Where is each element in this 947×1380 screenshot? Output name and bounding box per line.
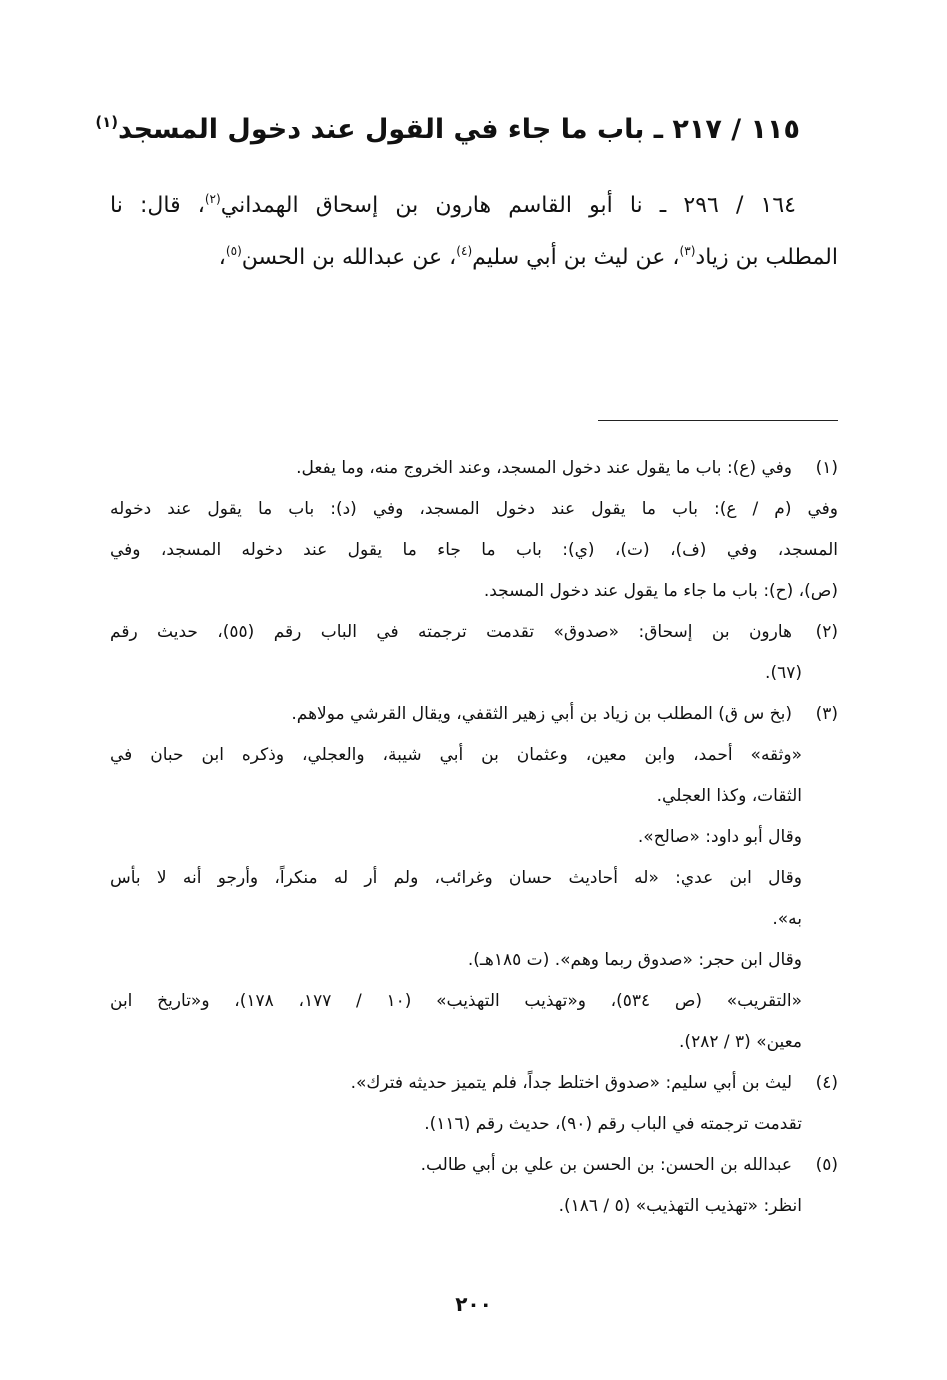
footnote-3-line-3: الثقات، وكذا العجلي. xyxy=(656,786,802,806)
hadith-line-1: ١٦٤ / ٢٩٦ ـ نا أبو القاسم هارون بن إسحاق الهمداني$^{(٢)}$، قال: نا xyxy=(110,191,796,218)
footnote-2-line-2: (٦٧). xyxy=(765,663,802,683)
footnote-3-line-6: به». xyxy=(772,909,802,929)
chapter-title-text: ١١٥ / ٢١٧ ـ باب ما جاء في القول عند دخول المسجد xyxy=(117,114,800,145)
footnote-3-line-8: «التقريب» (ص ٥٣٤)، و«تهذيب التهذيب» (١٠ / ١٧٧، ١٧٨)، و«تاريخ ابن xyxy=(110,991,802,1011)
hadith-text xyxy=(110,180,838,284)
footnote-5-line-2: انظر: «تهذيب التهذيب» (٥ / ١٨٦). xyxy=(558,1196,802,1216)
footnote-4-line-2: تقدمت ترجمته في الباب رقم (٩٠)، حديث رقم (١١٦). xyxy=(424,1114,802,1134)
chapter-title xyxy=(95,108,800,152)
footnote-number: (٥) xyxy=(815,1155,838,1175)
footnote-number: (٣) xyxy=(815,704,838,724)
footnote-ref-5: (٥) xyxy=(225,243,242,258)
footnote-ref-4: (٤) xyxy=(456,243,473,258)
footnote-separator xyxy=(598,420,838,421)
footnote-5-line-1: (٥) عبدالله بن الحسن: بن الحسن بن علي بن أبي طالب. xyxy=(110,1145,838,1186)
footnote-number: (٤) xyxy=(815,1073,838,1093)
footnote-3-line-7: وقال ابن حجر: «صدوق ربما وهم». (ت ١٨٥هـ). xyxy=(467,950,802,970)
footnotes xyxy=(110,448,838,1227)
footnote-1-line-3: المسجد، وفي (ف)، (ت)، (ي): باب ما جاء ما يقول عند دخوله المسجد، وفي xyxy=(110,540,838,560)
page-number: ٢٠٠ xyxy=(455,1292,492,1316)
footnote-1-line-4: (ص)، (ح): باب ما جاء ما يقول عند دخول المسجد. xyxy=(483,581,838,601)
footnote-ref-2: (٢) xyxy=(204,191,221,206)
footnote-2-line-1: (٢) هارون بن إسحاق: «صدوق» تقدمت ترجمته في الباب رقم (٥٥)، حديث رقم xyxy=(110,612,838,653)
footnote-3-line-9: معين» (٣ / ٢٨٢). xyxy=(679,1032,802,1052)
footnote-3-line-2: «وثقه» أحمد، وابن معين، وعثمان بن أبي شيبة، والعجلي، وذكره ابن حبان في xyxy=(110,745,802,765)
footnote-ref-1: (١) xyxy=(95,112,118,131)
footnote-number: (١) xyxy=(815,458,838,478)
footnote-3-line-1: (٣) (بخ س ق) المطلب بن زياد بن أبي زهير الثقفي، ويقال القرشي مولاهم. xyxy=(110,694,838,735)
footnote-number: (٢) xyxy=(815,622,838,642)
footnote-4-line-1: (٤) ليث بن أبي سليم: «صدوق اختلط جداً، فلم يتميز حديثه فترك». xyxy=(110,1063,838,1104)
hadith-line-2: المطلب بن زياد$^{(٣)}$، عن ليث بن أبي سليم$^{(٤)}$، عن عبدالله بن الحسن$^{(٥)}$، xyxy=(218,243,838,270)
footnote-ref-3: (٣) xyxy=(679,243,696,258)
footnote-3-line-4: وقال أبو داود: «صالح». xyxy=(637,827,802,847)
footnote-3-line-5: وقال ابن عدي: «له أحاديث حسان وغرائب، ولم أر له منكراً، وأرجو أنه لا بأس xyxy=(110,868,802,888)
footnote-1-line-2: وفي (م / ع): باب ما يقول عند دخول المسجد، وفي (د): باب ما يقول عند دخوله xyxy=(110,499,838,519)
footnote-1-line-1: (١) وفي (ع): باب ما يقول عند دخول المسجد، وعند الخروج منه، وما يفعل. xyxy=(110,448,838,489)
